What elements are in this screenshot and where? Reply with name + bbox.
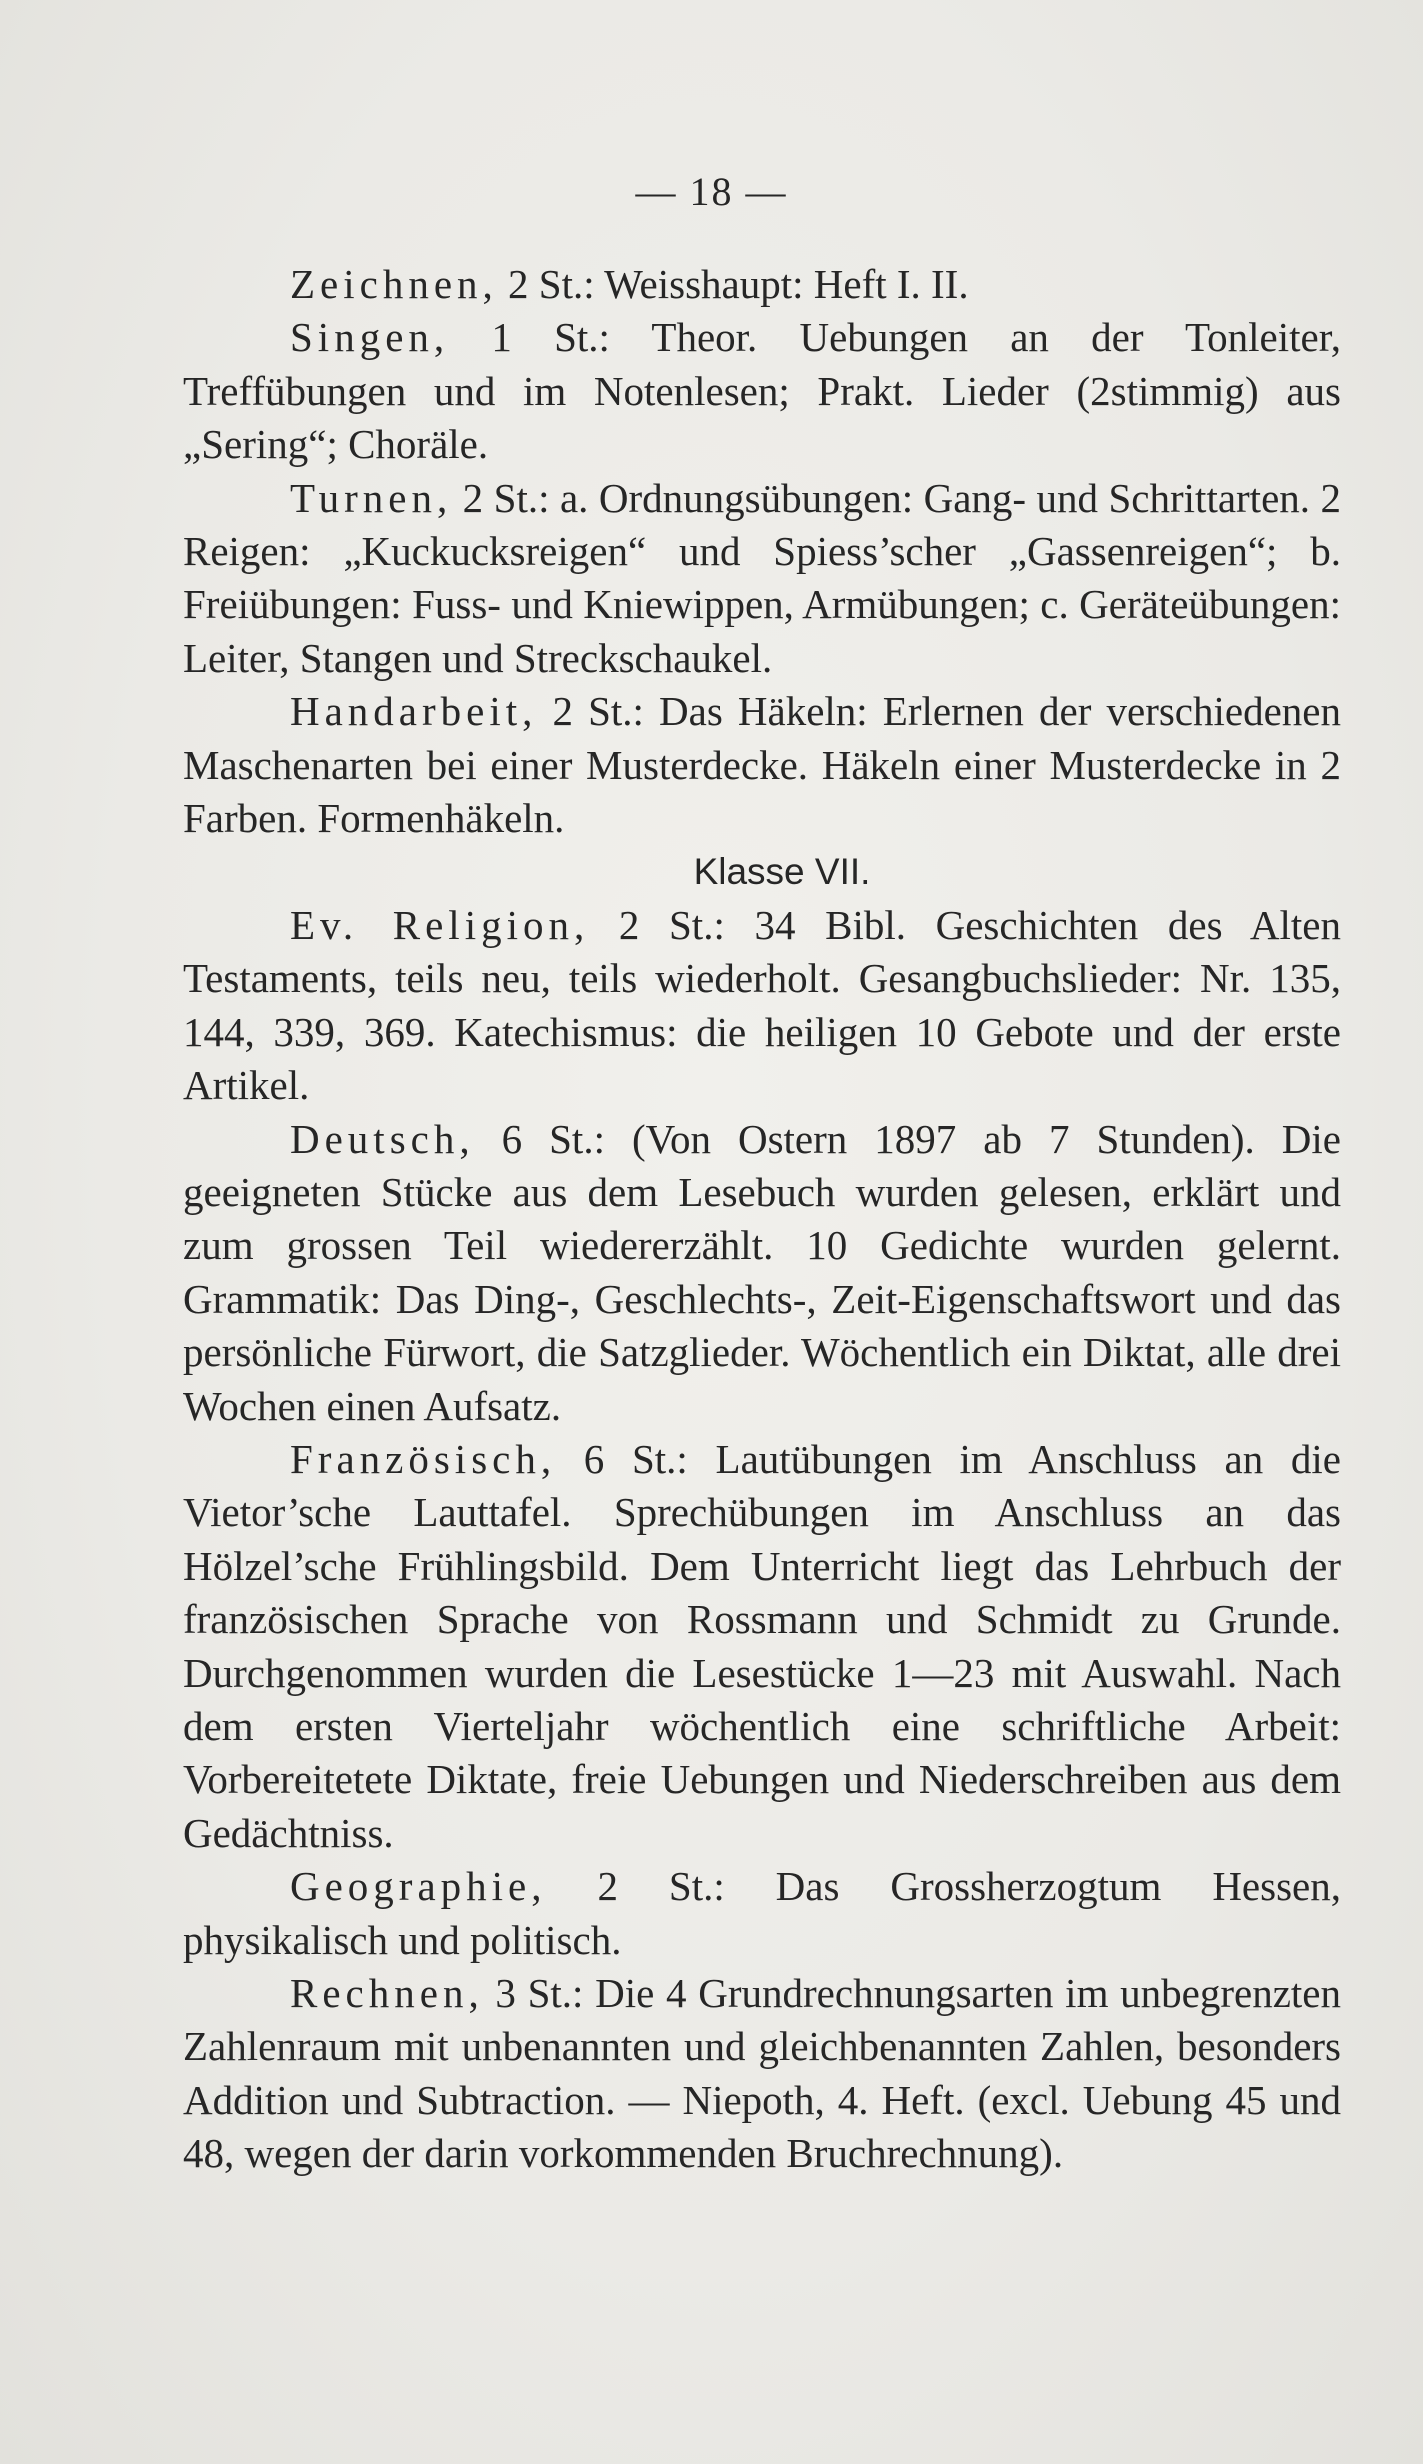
paragraph-text: 2 St.: Das Grossherzogtum Hessen, physikalisch und politisch. (183, 1863, 1341, 1963)
paragraph-text: 2 St.: 34 Bibl. Geschichten des Alten Testaments, teils neu, teils wiederholt. Gesangbuchslieder: Nr. 135, 144, 339, 369. Katechismus: die heiligen 10 Gebote und der erste Artikel. (183, 901, 1341, 1109)
subject-heading: Deutsch, (290, 1115, 475, 1162)
paragraph-text: 6 St.: (Von Ostern 1897 ab 7 Stunden). Die geeigneten Stücke aus dem Lesebuch wurden gelesen, erklärt und zum grossen Teil wiedererzählt. 10 Gedichte wurden gelernt. Grammatik: Das Ding-, Geschlechts-, Zeit-Eigenschaftswort und das persönliche Fürwort, die Satzglieder. Wöchentlich ein Diktat, alle drei Wochen einen Aufsatz. (183, 1115, 1341, 1429)
subject-heading: Geographie, (290, 1863, 547, 1910)
paragraph-text: 3 St.: Die 4 Grundrechnungsarten im unbegrenzten Zahlenraum mit unbenannten und gleichbenannten Zahlen, besonders Addition und Subtraction. — Niepoth, 4. Heft. (excl. Uebung 45 und 48, wegen der darin vorkommenden Bruchrechnung). (183, 1970, 1341, 2177)
paragraph-religion (183, 899, 1341, 1113)
paragraph-text: 6 St.: Lautübungen im Anschluss an die Vietor’sche Lauttafel. Sprechübungen im Anschluss an das Hölzel’sche Frühlingsbild. Dem Unterricht liegt das Lehrbuch der französischen Sprache von Rossmann und Schmidt zu Grunde. Durchgenommen wurden die Lesestücke 1—23 mit Auswahl. Nach dem ersten Vierteljahr wöchentlich eine schriftliche Arbeit: Vorbereitetete Diktate, freie Uebungen und Niederschreiben aus dem Gedächtniss. (183, 1435, 1341, 1856)
body-text (183, 258, 1341, 2181)
subject-heading: Ev. Religion, (290, 901, 590, 948)
class-heading: Klasse VII. (693, 851, 871, 893)
paragraph-zeichnen (183, 258, 1341, 311)
paragraph-turnen (183, 472, 1341, 686)
subject-heading: Zeichnen, (290, 261, 498, 307)
paragraph-geographie (183, 1860, 1341, 1967)
subject-heading: Französisch, (290, 1435, 557, 1482)
paragraph-text: 2 St.: Das Häkeln: Erlernen der verschiedenen Maschenarten bei einer Musterdecke. Häkeln einer Musterdecke in 2 Farben. Formenhäkeln. (183, 688, 1341, 842)
paragraph-handarbeit (183, 685, 1341, 845)
paragraph-deutsch (183, 1113, 1341, 1433)
paragraph-text: 2 St.: a. Ordnungsübungen: Gang- und Schrittarten. 2 Reigen: „Kuckucksreigen“ und Spiess’scher „Gassenreigen“; b. Freiübungen: Fuss- und Kniewippen, Armübungen; c. Geräteübungen: Leiter, Stangen und Streckschaukel. (183, 474, 1341, 681)
paragraph-rechnen (183, 1967, 1341, 2181)
subject-heading: Singen, (290, 314, 450, 361)
subject-heading: Rechnen, (290, 1970, 484, 2016)
page-number: — 18 — (635, 169, 788, 214)
paragraph-text: 1 St.: Theor. Uebungen an der Tonleiter, Treffübungen und im Notenlesen; Prakt. Lieder (2stimmig) aus „Sering“; Choräle. (183, 314, 1341, 468)
paragraph-franzoesisch (183, 1433, 1341, 1860)
paragraph-text: 2 St.: Weisshaupt: Heft I. II. (497, 261, 969, 307)
subject-heading: Handarbeit, (290, 688, 538, 735)
subject-heading: Turnen, (290, 474, 453, 521)
paragraph-singen (183, 311, 1341, 471)
